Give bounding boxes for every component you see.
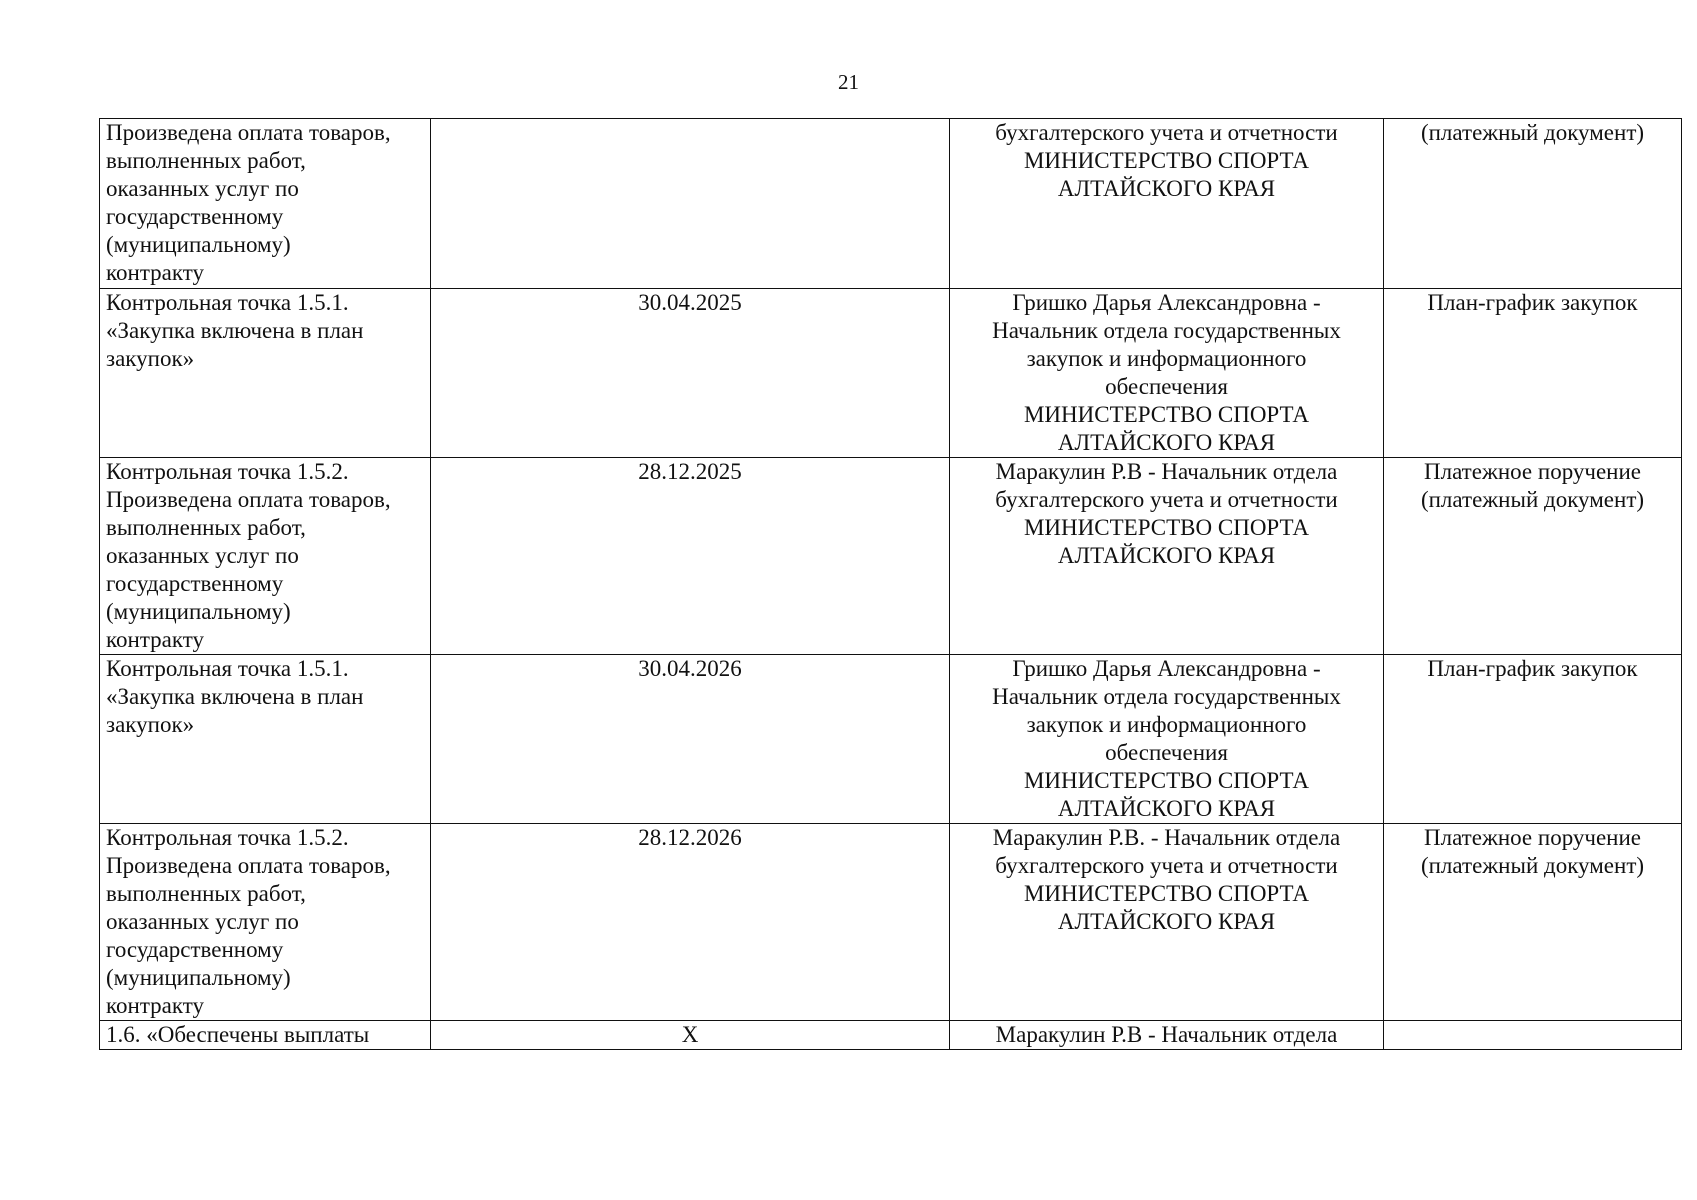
cell-text-line: государственному (106, 204, 284, 229)
table-row (100, 458, 1682, 655)
confirming-document-cell (1384, 655, 1682, 824)
cell-text-line: Маракулин Р.В - Начальник отдела (995, 1022, 1338, 1047)
cell-text-line: государственному (106, 571, 284, 596)
cell-text-line: (муниципальному) (106, 599, 291, 624)
control-point-name-cell (100, 655, 431, 824)
cell-text-line: (платежный документ) (1420, 120, 1645, 145)
cell-text-line: (муниципальному) (106, 232, 291, 257)
deadline-date-cell (431, 119, 950, 289)
cell-text-line: АЛТАЙСКОГО КРАЯ (1057, 176, 1276, 201)
control-points-table (99, 118, 1682, 1050)
cell-text-line: закупок» (106, 712, 195, 737)
responsible-person-cell (950, 458, 1384, 655)
cell-text-line: закупок» (106, 346, 195, 371)
cell-text-line: (муниципальному) (106, 965, 291, 990)
control-point-name-cell (100, 119, 431, 289)
page-number: 21 (838, 70, 859, 94)
confirming-document-cell (1384, 458, 1682, 655)
cell-text-line: оказанных услуг по (106, 909, 299, 934)
cell-text-line: (платежный документ) (1420, 487, 1645, 512)
cell-text-line: МИНИСТЕРСТВО СПОРТА (1023, 768, 1310, 793)
cell-text-line: АЛТАЙСКОГО КРАЯ (1057, 430, 1276, 455)
cell-text-line: Гришко Дарья Александровна - (1012, 656, 1321, 681)
deadline-date-cell (431, 1021, 950, 1050)
cell-text-line: обеспечения (1105, 374, 1228, 399)
cell-text-line: контракту (106, 627, 204, 652)
cell-text-line: государственному (106, 937, 284, 962)
responsible-person-cell (950, 824, 1384, 1021)
cell-text-line: Произведена оплата товаров, (106, 853, 391, 878)
cell-text-line: Маракулин Р.В - Начальник отдела (995, 459, 1338, 484)
confirming-document-cell (1384, 1021, 1682, 1050)
cell-text-line: бухгалтерского учета и отчетности (995, 853, 1338, 878)
control-point-name-cell (100, 289, 431, 458)
cell-text-line: закупок и информационного (1026, 346, 1307, 371)
cell-text-line: Произведена оплата товаров, (106, 487, 391, 512)
cell-text-line: 30.04.2026 (638, 656, 742, 681)
responsible-person-cell (950, 1021, 1384, 1050)
cell-text-line: МИНИСТЕРСТВО СПОРТА (1023, 515, 1310, 540)
cell-text-line: АЛТАЙСКОГО КРАЯ (1057, 543, 1276, 568)
cell-text-line: закупок и информационного (1026, 712, 1307, 737)
deadline-date-cell (431, 289, 950, 458)
responsible-person-cell (950, 655, 1384, 824)
cell-text-line: «Закупка включена в план (106, 318, 364, 343)
cell-text-line: выполненных работ, (106, 881, 306, 906)
cell-text-line: контракту (106, 993, 204, 1018)
cell-text-line: бухгалтерского учета и отчетности (995, 487, 1338, 512)
cell-text-line: Платежное поручение (1423, 459, 1641, 484)
table-row (100, 655, 1682, 824)
cell-text-line: 30.04.2025 (638, 290, 742, 315)
confirming-document-cell (1384, 289, 1682, 458)
table-row (100, 119, 1682, 289)
cell-text-line: «Закупка включена в план (106, 684, 364, 709)
table-row (100, 289, 1682, 458)
cell-text-line: X (681, 1022, 699, 1047)
cell-text-line: бухгалтерского учета и отчетности (995, 120, 1338, 145)
cell-text-line: План-график закупок (1427, 290, 1638, 315)
cell-text-line: выполненных работ, (106, 148, 306, 173)
cell-text-line: контракту (106, 260, 204, 285)
cell-text-line: МИНИСТЕРСТВО СПОРТА (1023, 881, 1310, 906)
cell-text-line: оказанных услуг по (106, 543, 299, 568)
cell-text-line: Контрольная точка 1.5.2. (106, 459, 349, 484)
control-point-name-cell (100, 1021, 431, 1050)
cell-text-line: АЛТАЙСКОГО КРАЯ (1057, 909, 1276, 934)
cell-text-line: АЛТАЙСКОГО КРАЯ (1057, 796, 1276, 821)
deadline-date-cell (431, 655, 950, 824)
cell-text-line: Платежное поручение (1423, 825, 1641, 850)
table-row (100, 1021, 1682, 1050)
responsible-person-cell (950, 119, 1384, 289)
cell-text-line: оказанных услуг по (106, 176, 299, 201)
confirming-document-cell (1384, 824, 1682, 1021)
deadline-date-cell (431, 824, 950, 1021)
cell-text-line: План-график закупок (1427, 656, 1638, 681)
cell-text-line: Контрольная точка 1.5.1. (106, 656, 349, 681)
cell-text-line: Произведена оплата товаров, (106, 120, 391, 145)
cell-text-line: МИНИСТЕРСТВО СПОРТА (1023, 402, 1310, 427)
cell-text-line: (платежный документ) (1420, 853, 1645, 878)
control-point-name-cell (100, 458, 431, 655)
cell-text-line: Контрольная точка 1.5.2. (106, 825, 349, 850)
cell-text-line: Начальник отдела государственных (992, 684, 1341, 709)
cell-text-line: Маракулин Р.В. - Начальник отдела (992, 825, 1341, 850)
table-row (100, 824, 1682, 1021)
responsible-person-cell (950, 289, 1384, 458)
cell-text-line: обеспечения (1105, 740, 1228, 765)
cell-text-line: Контрольная точка 1.5.1. (106, 290, 349, 315)
confirming-document-cell (1384, 119, 1682, 289)
cell-text-line: МИНИСТЕРСТВО СПОРТА (1023, 148, 1310, 173)
control-point-name-cell (100, 824, 431, 1021)
cell-text-line: Начальник отдела государственных (992, 318, 1341, 343)
cell-text-line: выполненных работ, (106, 515, 306, 540)
cell-text-line: 28.12.2025 (638, 459, 742, 484)
cell-text-line: Гришко Дарья Александровна - (1012, 290, 1321, 315)
deadline-date-cell (431, 458, 950, 655)
cell-text-line: 28.12.2026 (638, 825, 742, 850)
cell-text-line: 1.6. «Обеспечены выплаты (106, 1022, 370, 1047)
